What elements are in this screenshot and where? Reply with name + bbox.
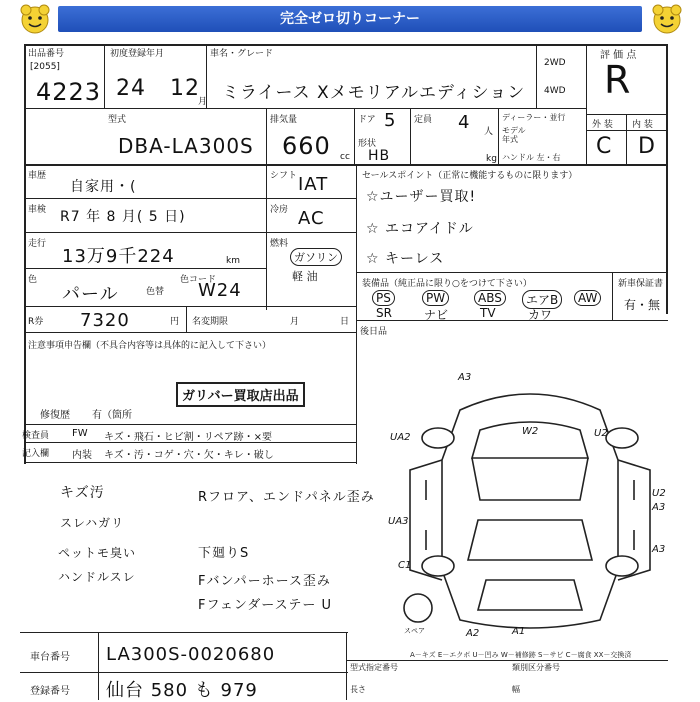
car-name: ミライース Xメモリアルエディション [222, 83, 526, 103]
interior-inspect-items: キズ・汚・コゲ・穴・欠・キレ・破し [104, 450, 274, 461]
cc-unit: cc [340, 152, 350, 162]
fuel-diesel: 軽 油 [292, 270, 318, 283]
repair-history-label: 修復歴 [40, 410, 70, 421]
chassis-number: LA300S-0020680 [106, 644, 276, 665]
inspection-label: 車検 [28, 205, 47, 215]
remark-left: キズ汚 [60, 485, 105, 501]
model-code: DBA-LA300S [118, 134, 254, 158]
length-label: 長さ [350, 685, 366, 694]
kg-unit: kg [486, 154, 497, 164]
selling-point-item: ☆ キーレス [366, 251, 445, 267]
class-number-label: 類別区分番号 [512, 663, 560, 672]
km-unit: km [226, 256, 240, 266]
door-value: 5 [384, 110, 397, 131]
interior-label: 内 装 [632, 120, 653, 130]
displacement-label: 排気量 [270, 115, 298, 125]
selling-point-item: ☆ユーザー買取! [366, 189, 477, 205]
first-reg-year: 24 [116, 76, 146, 101]
month-unit: 月 [198, 97, 208, 107]
color-code-value: W24 [198, 280, 242, 301]
color-code-label: 色コード [180, 275, 217, 285]
selling-point-item: ☆ エコアイドル [366, 221, 474, 237]
fuel-label: 燃料 [270, 239, 289, 249]
equipment-label: 装備品（純正品に限り○をつけて下さい） [362, 279, 532, 289]
ac-value: AC [298, 208, 325, 229]
remark-left: スレハガリ [60, 516, 125, 530]
mascot-left-icon [18, 2, 52, 36]
shift-value: IAT [298, 174, 329, 195]
drive-4wd: 4WD [544, 86, 566, 96]
usage-label: 車歴 [28, 171, 47, 181]
capacity-label: 定員 [414, 115, 433, 125]
banner-title: 完全ゼロ切りコーナー [58, 6, 642, 32]
tax-value: 7320 [80, 310, 130, 331]
day-unit: 日 [340, 317, 350, 327]
remark-left: ハンドルスレ [58, 570, 136, 584]
exterior-label: 外 装 [592, 120, 613, 130]
fuel-gasoline: ガソリン [290, 248, 342, 266]
rear-seat-label: 後日品 [360, 327, 388, 337]
tax-label: R券 [28, 317, 44, 327]
mileage-value: 13万9千224 [62, 246, 175, 267]
drive-2wd: 2WD [544, 58, 566, 68]
capacity-value: 4 [458, 112, 471, 133]
header-banner [0, 0, 700, 38]
remark-right: Fバンパーホース歪み [198, 574, 331, 589]
usage-value: 自家用・( [70, 179, 137, 195]
color-value: パール [62, 284, 119, 305]
damage-mark: A3 [652, 544, 666, 555]
handle-label: ハンドル 左・右 [502, 153, 561, 162]
mileage-label: 走行 [28, 239, 47, 249]
lot-sub-code: [2055] [30, 62, 60, 72]
plate-number: 仙台 580 も 979 [106, 680, 258, 701]
equipment-tv: TV [480, 306, 496, 320]
remark-right: Fフェンダーステー U [198, 598, 333, 613]
damage-mark: A3 [652, 502, 666, 513]
equipment-aw: AW [574, 290, 601, 306]
damage-mark: U2 [594, 428, 608, 439]
damage-mark: A1 [512, 626, 526, 637]
equipment-abs: ABS [474, 290, 506, 306]
inspection-value: R7 年 8 月( 5 日) [60, 209, 186, 225]
repair-history-value: 有（箇所 [92, 410, 132, 421]
color-change-label: 色替 [146, 287, 165, 297]
first-reg-label: 初度登録年月 [110, 49, 165, 59]
damage-mark: A2 [466, 628, 480, 639]
inspector-label: 検査員 [22, 431, 50, 441]
windshield-items: キズ・飛石・ヒビ割・リペア跡・×要 [104, 432, 272, 443]
damage-mark: W2 [522, 426, 539, 437]
remark-right: 下廻りS [198, 546, 250, 561]
remark-right: Rフロア、エンドパネル歪み [198, 490, 375, 505]
equipment-ps: PS [372, 290, 395, 306]
warranty-label: 新車保証書 [618, 279, 664, 289]
damage-mark: C1 [398, 560, 412, 571]
lot-number-label: 出品番号 [28, 49, 65, 59]
model-year-label: モデル年式 [502, 126, 526, 144]
notes-label: 注意事項申告欄（不具合内容等は具体的に記入して下さい） [28, 341, 272, 351]
plate-label: 登録番号 [30, 686, 70, 697]
shape-value: HB [368, 148, 391, 164]
cert-number-label: 型式指定番号 [350, 663, 398, 672]
equipment-sr: SR [376, 306, 392, 320]
exterior-grade: C [596, 134, 613, 159]
shape-label: 形状 [358, 139, 377, 149]
damage-mark: UA3 [388, 516, 409, 527]
score-value: R [604, 58, 632, 102]
model-label: 型式 [108, 115, 127, 125]
remark-left: ペットモ臭い [58, 546, 137, 560]
equipment-airbag: エアB [522, 290, 562, 309]
equipment-navi: ナビ [424, 308, 449, 322]
door-label: ドア [358, 115, 376, 125]
damage-legend: A－キズ E－エクボ U－凹み W－補修跡 S－サビ C－腐食 XX－交換済 [410, 651, 632, 659]
interior-grade: D [638, 134, 656, 159]
spare-tire-label: スペア [404, 627, 425, 635]
warranty-value: 有・無 [624, 298, 661, 312]
mascot-right-icon [650, 2, 684, 36]
selling-points-label: セールスポイント（正常に機能するものに限ります） [362, 171, 578, 181]
ac-label: 冷房 [270, 205, 289, 215]
equipment-pw: PW [422, 290, 449, 306]
damage-mark: A3 [458, 372, 472, 383]
name-change-label: 名変期限 [192, 317, 229, 327]
score-label: 評 価 点 [600, 50, 637, 61]
dealer-label: ディーラー・並行 [502, 113, 566, 122]
month-unit: 月 [290, 317, 300, 327]
car-damage-diagram [380, 370, 680, 640]
inspector-entry-label: 記入欄 [22, 449, 50, 459]
car-name-label: 車名・グレード [210, 49, 274, 59]
displacement-value: 660 [282, 132, 331, 160]
first-reg-month: 12 [170, 76, 200, 101]
damage-mark: U2 [652, 488, 666, 499]
interior-inspect-label: 内装 [72, 450, 92, 461]
shift-label: シフト [270, 171, 298, 181]
capacity-unit: 人 [484, 127, 494, 137]
yen-unit: 円 [170, 317, 180, 327]
dealer-stamp: ガリバー買取店出品 [176, 382, 305, 407]
color-label: 色 [28, 275, 38, 285]
width-label: 幅 [512, 685, 520, 694]
lot-number: 4223 [36, 78, 102, 106]
windshield-label: FW [72, 428, 88, 439]
damage-mark: UA2 [390, 432, 411, 443]
chassis-label: 車台番号 [30, 652, 70, 663]
equipment-leather: カワ [528, 308, 553, 322]
